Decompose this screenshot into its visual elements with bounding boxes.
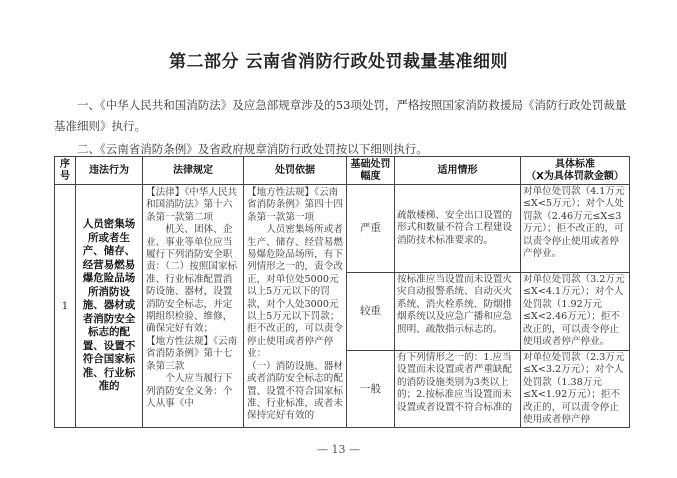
- situation-general: 有下列情形之一的：1.应当设置而未设置或者严重缺配的消防设施类别为3类以上的；2.按标准应当设置而未设置或者设置不符合标准的: [395, 351, 521, 428]
- page-number: — 13 —: [317, 443, 360, 456]
- law-line-1: 【法律】《中华人民共和国消防法》第十六条第一款第二项: [146, 187, 238, 223]
- header-standard-line1: 具体标准: [555, 158, 595, 170]
- law-line-2: 机关、团体、企业、事业等单位应当履行下列消防安全职责：（二）按照国家标准、行业标准配置消防设施、器材，设置消防安全标志，并定期组织检验、维修，确保完好有效；: [146, 224, 238, 335]
- standard-severe: 对单位处罚款（4.1万元≤X<5万元）；对个人处罚款（2.46万元≤X≤3万元）；拒不改正的，可以责令停止使用或者停产停业。: [521, 185, 630, 273]
- penalty-table: [54, 156, 630, 428]
- level-severe: 严重: [347, 185, 395, 273]
- paragraph-consumer-law: 一、《中华人民共和国消防法》及应急部规章涉及的53项处罚，严格按照国家消防救援局《消防行政处罚裁量基准细则》执行。: [54, 98, 627, 133]
- standard-general: 对单位处罚款（2.3万元≤X<3.2万元）；对个人处罚款（1.38万元≤X<1.92万元）；拒不改正的，可以责令停止使用或者停产停: [521, 351, 630, 428]
- situation-moderate: 按标准应当设置而未设置火灾自动报警系统、自动灭火系统、消火栓系统、防烟排烟系统以及应急广播和应急照明、疏散指示标志的。: [395, 273, 521, 351]
- header-seq: 序号: [55, 157, 76, 185]
- row-seq: 1: [55, 185, 76, 428]
- header-standard: [521, 157, 630, 185]
- basis-line-2: 人员密集场所或者生产、储存、经营易燃易爆危险品场所，有下列情形之一的，责令改正，对单位处5000元以上5万元以下的罚款，对个人处3000元以上5万元以下罚款；拒不改正的，可以责令停止使用或者停产停业：: [247, 224, 343, 360]
- standard-moderate: 对单位处罚款（3.2万元≤X<4.1万元）；对个人处罚款（1.92万元≤X<2.46万元）；拒不改正的，可以责令停止使用或者停产停业。: [521, 273, 630, 351]
- header-standard-line2: （X为具体罚款金额）: [526, 170, 624, 182]
- page-title: 第二部分 云南省消防行政处罚裁量基准细则: [169, 52, 508, 72]
- table-row: [55, 185, 630, 273]
- basis-line-3: （一）消防设施、器材或者消防安全标志的配置、设置不符合国家标准、行业标准，或者未保持完好有效的: [247, 360, 343, 422]
- header-law: 法律规定: [143, 157, 244, 185]
- situation-severe: 疏散楼梯、安全出口设置的形式和数量不符合工程建设消防技术标准要求的。: [395, 185, 521, 273]
- row-penalty-basis: [244, 185, 347, 428]
- header-level: 基础处罚幅度: [347, 157, 395, 185]
- basis-line-1: 【地方性法规】《云南省消防条例》第四十四条第一款第一项: [247, 187, 343, 223]
- row-violation: 人员密集场所或者生产、储存、经营易燃易爆危险品场所消防设施、器材或者消防安全标志的配置、设置不符合国家标准、行业标准的: [76, 185, 143, 428]
- level-general: 一般: [347, 351, 395, 428]
- law-line-4: 个人应当履行下列消防安全义务：个人从事《中: [146, 373, 233, 409]
- level-moderate: 较重: [347, 273, 395, 351]
- table-header-row: [55, 157, 630, 185]
- header-basis: 处罚依据: [244, 157, 347, 185]
- header-act: 违法行为: [76, 157, 143, 185]
- law-line-3: 【地方性法规】《云南省消防条例》第十七条第三款: [146, 335, 238, 372]
- header-situation: 适用情形: [395, 157, 521, 185]
- paragraph-provincial-rules: 二、《云南省消防条例》及省政府规章消防行政处罚按以下细则执行。: [77, 142, 428, 156]
- row-legal-provision: [143, 185, 244, 428]
